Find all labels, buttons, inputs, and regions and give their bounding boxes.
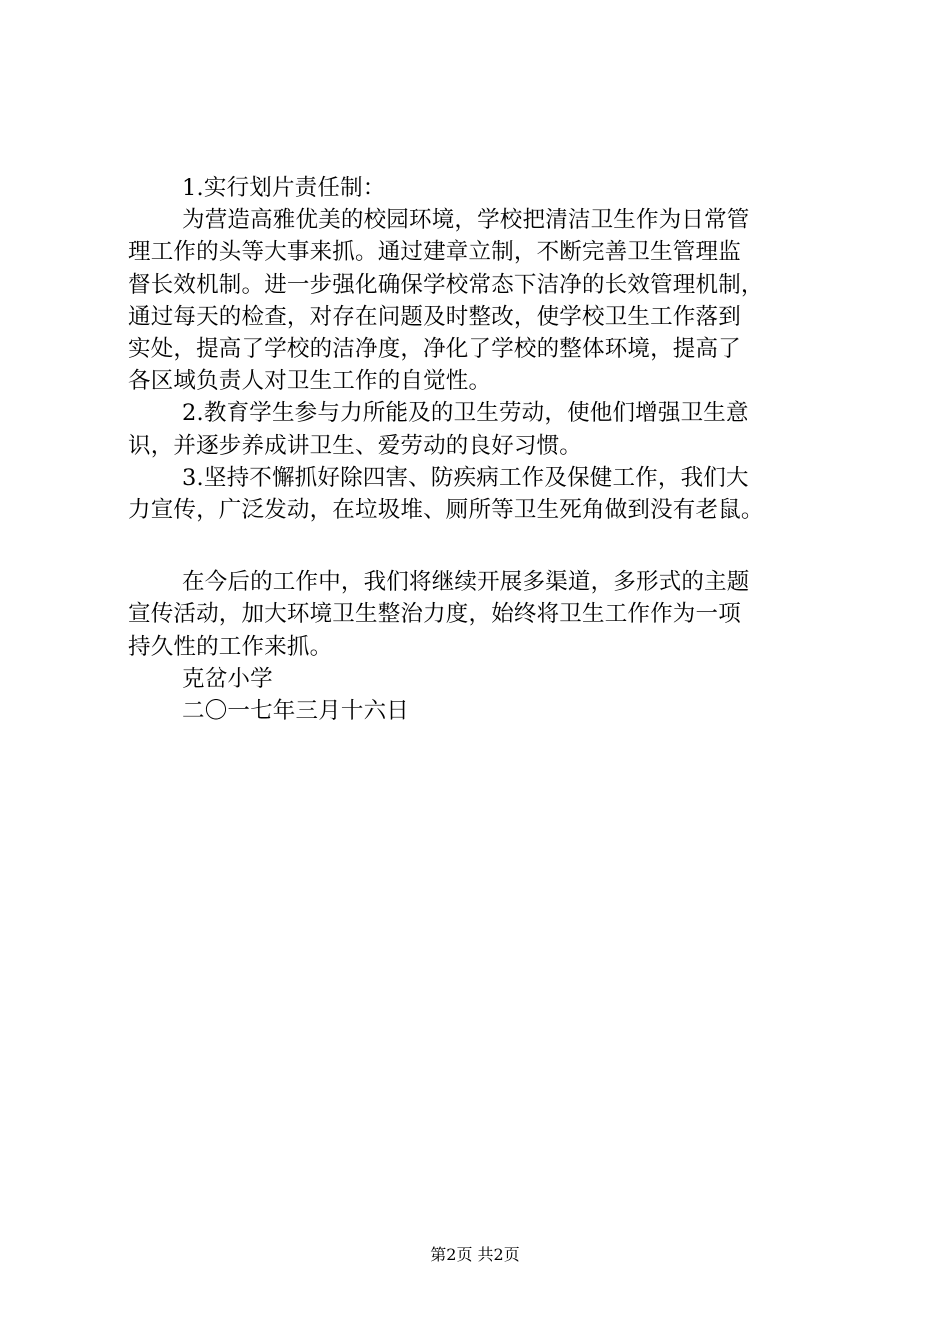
item1-line: 理工作的头等大事来抓。通过建章立制，不断完善卫生管理监 [128,239,741,266]
signature-school: 克岔小学 [182,665,273,692]
signature-date: 二〇一七年三月十六日 [182,698,410,725]
item1-line: 为营造高雅优美的校园环境，学校把清洁卫生作为日常管 [182,207,750,234]
item1-line: 实处，提高了学校的洁净度，净化了学校的整体环境，提高了 [128,336,741,363]
item3-line: 3.坚持不懈抓好除四害、防疾病工作及保健工作，我们大 [182,464,749,491]
item2-line: 2.教育学生参与力所能及的卫生劳动，使他们增强卫生意 [182,400,749,427]
page-footer: 第2页 共2页 [430,1245,520,1264]
paragraph-gap [128,526,834,566]
conclusion-line: 持久性的工作来抓。 [128,633,333,660]
item1-line: 各区域负责人对卫生工作的自觉性。 [128,368,492,395]
item2-line: 识，并逐步养成讲卫生、爱劳动的良好习惯。 [128,432,583,459]
conclusion-line: 宣传活动，加大环境卫生整治力度，始终将卫生工作作为一项 [128,601,741,628]
item1-heading: 1.实行划片责任制： [182,175,386,201]
conclusion-line: 在今后的工作中，我们将继续开展多渠道，多形式的主题 [182,569,750,596]
document-body [128,172,834,727]
item1-line: 督长效机制。进一步强化确保学校常态下洁净的长效管理机制， [128,271,764,298]
item3-line: 力宣传，广泛发动，在垃圾堆、厕所等卫生死角做到没有老鼠。 [128,497,764,524]
item1-line: 通过每天的检查，对存在问题及时整改，使学校卫生工作落到 [128,303,741,330]
